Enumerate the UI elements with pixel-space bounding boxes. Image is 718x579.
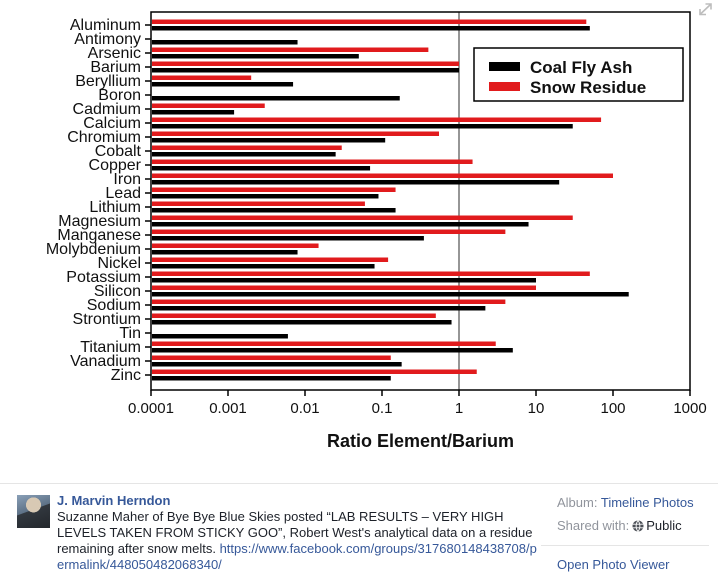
bar-snow-residue (152, 216, 573, 221)
bar-snow-residue (152, 104, 265, 109)
shared-with-row (541, 518, 711, 534)
post-text (57, 509, 541, 573)
y-category-label: Calcium (83, 115, 141, 132)
bar-coal-fly-ash (152, 250, 298, 255)
bar-coal-fly-ash (152, 152, 336, 157)
post-block (57, 493, 541, 573)
bar-snow-residue (152, 132, 439, 137)
bar-coal-fly-ash (152, 166, 370, 171)
y-category-label: Arsenic (87, 45, 141, 62)
y-category-label: Tin (119, 325, 141, 342)
y-category-label: Nickel (97, 255, 141, 272)
shared-with-value: Public (646, 518, 682, 533)
bar-snow-residue (152, 258, 388, 263)
bar-coal-fly-ash (152, 320, 452, 325)
meta-divider (541, 545, 709, 546)
bar-coal-fly-ash (152, 124, 573, 129)
bar-coal-fly-ash (152, 362, 402, 367)
y-category-label: Manganese (57, 227, 141, 244)
y-category-label: Copper (88, 157, 141, 174)
post-text-span: Suzanne Maher of Bye Bye Blue Skies posted “LAB RESULTS – VERY HIGH LEVELS TAKEN FROM STICKY GOO”, Robert West's analytical data on a residue remaining after snow melts. (57, 509, 533, 556)
open-photo-viewer-link[interactable]: Open Photo Viewer (557, 557, 670, 572)
bar-snow-residue (152, 62, 459, 67)
bar-coal-fly-ash (152, 26, 590, 31)
bar-snow-residue (152, 188, 396, 193)
bar-coal-fly-ash (152, 110, 234, 115)
bar-snow-residue (152, 174, 613, 179)
y-category-label: Lithium (89, 199, 141, 216)
y-category-label: Cadmium (72, 101, 141, 118)
album-label: Album: (557, 495, 598, 510)
bar-coal-fly-ash (152, 54, 359, 59)
bar-coal-fly-ash (152, 334, 288, 339)
facebook-footer (0, 483, 718, 579)
bar-coal-fly-ash (152, 138, 385, 143)
legend-label-snow-residue: Snow Residue (530, 78, 647, 97)
y-category-label: Beryllium (75, 73, 141, 90)
bar-coal-fly-ash (152, 306, 485, 311)
globe-icon (632, 520, 644, 536)
shared-with-label: Shared with: (557, 518, 630, 533)
x-tick-label: 1000 (673, 400, 707, 417)
legend-swatch-coal-fly-ash (489, 62, 520, 71)
bar-coal-fly-ash (152, 68, 459, 73)
legend-swatch-snow-residue (489, 82, 520, 91)
y-category-label: Antimony (74, 31, 141, 48)
x-tick-label: 0.0001 (128, 400, 174, 417)
y-category-label: Potassium (66, 269, 141, 286)
legend-label-coal-fly-ash: Coal Fly Ash (530, 58, 633, 77)
y-category-label: Zinc (110, 367, 141, 384)
bar-coal-fly-ash (152, 208, 396, 213)
bar-snow-residue (152, 202, 365, 207)
bar-snow-residue (152, 48, 428, 53)
bar-snow-residue (152, 244, 319, 249)
bar-snow-residue (152, 76, 251, 81)
bar-coal-fly-ash (152, 348, 513, 353)
bar-snow-residue (152, 300, 505, 305)
album-link[interactable]: Timeline Photos (600, 495, 694, 510)
x-tick-label: 0.01 (290, 400, 320, 417)
bar-snow-residue (152, 146, 342, 151)
album-row (541, 495, 711, 511)
y-category-label: Sodium (86, 297, 141, 314)
bar-snow-residue (152, 286, 536, 291)
bar-coal-fly-ash (152, 40, 298, 45)
bar-coal-fly-ash (152, 194, 378, 199)
y-category-label: Titanium (80, 339, 141, 356)
y-category-label: Aluminum (69, 17, 141, 34)
bar-snow-residue (152, 356, 391, 361)
x-tick-label: 0.001 (209, 400, 247, 417)
bar-snow-residue (152, 272, 590, 277)
bar-coal-fly-ash (152, 82, 293, 87)
author-link[interactable]: J. Marvin Herndon (57, 493, 171, 508)
bar-coal-fly-ash (152, 292, 629, 297)
bar-coal-fly-ash (152, 236, 424, 241)
x-axis-title: Ratio Element/Barium (326, 431, 515, 451)
bar-snow-residue (152, 342, 496, 347)
bar-coal-fly-ash (152, 96, 400, 101)
bar-snow-residue (152, 230, 505, 235)
x-tick-label: 100 (600, 400, 626, 417)
y-category-label: Lead (105, 185, 141, 202)
bar-snow-residue (152, 370, 477, 375)
bar-coal-fly-ash (152, 222, 529, 227)
bar-snow-residue (152, 160, 473, 165)
y-category-label: Chromium (67, 129, 141, 146)
y-category-label: Magnesium (58, 213, 141, 230)
bar-coal-fly-ash (152, 264, 375, 269)
bar-snow-residue (152, 314, 436, 319)
y-category-label: Strontium (72, 311, 141, 328)
y-category-label: Molybdenium (45, 241, 141, 258)
y-category-label: Iron (113, 171, 141, 188)
avatar[interactable] (17, 495, 50, 528)
y-category-label: Silicon (93, 283, 141, 300)
photo-meta-panel (541, 495, 711, 572)
bar-coal-fly-ash (152, 180, 559, 185)
bar-coal-fly-ash (152, 278, 536, 283)
y-category-label: Boron (98, 87, 141, 104)
y-category-label: Vanadium (70, 353, 141, 370)
x-tick-label: 1 (454, 400, 464, 417)
y-category-label: Barium (90, 59, 141, 76)
post-url-link[interactable]: https://www.facebook.com/groups/317680148438708/permalink/448050482068340/ (57, 541, 537, 572)
y-category-label: Cobalt (94, 143, 141, 160)
bar-coal-fly-ash (152, 376, 391, 381)
x-tick-label: 0.1 (371, 400, 393, 417)
bar-snow-residue (152, 118, 601, 123)
x-tick-label: 10 (527, 400, 545, 417)
bar-snow-residue (152, 20, 586, 25)
